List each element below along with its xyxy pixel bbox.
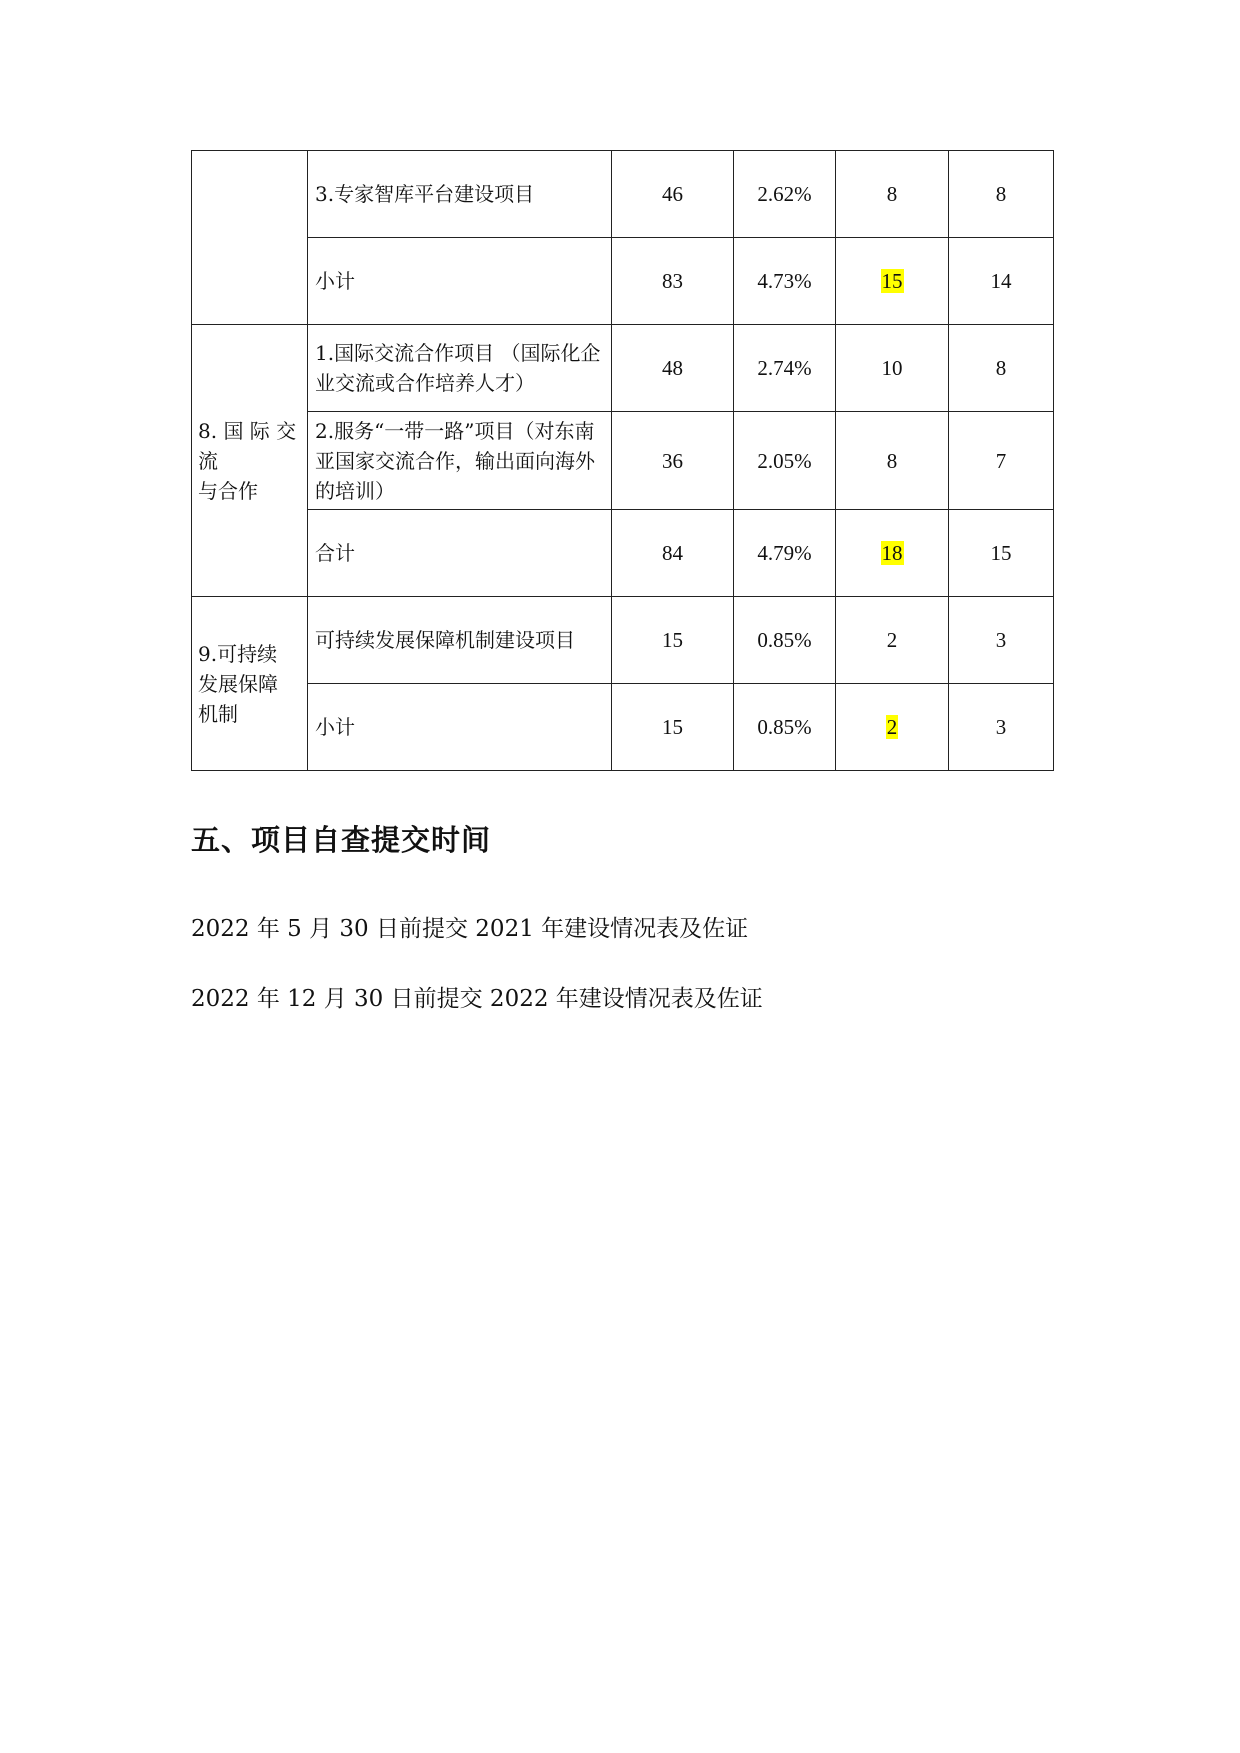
value-cell: 8	[949, 325, 1054, 412]
statistics-table	[191, 150, 1054, 771]
category-cell	[192, 597, 308, 771]
table-row	[192, 238, 1054, 325]
category-cell	[192, 325, 308, 597]
count-cell: 46	[612, 151, 734, 238]
value-cell: 8	[836, 151, 949, 238]
percent-cell: 4.73%	[734, 238, 836, 325]
count-cell: 36	[612, 412, 734, 510]
value-cell: 2	[836, 597, 949, 684]
section-heading: 五、项目自查提交时间	[191, 823, 492, 857]
count-cell: 84	[612, 510, 734, 597]
value-cell: 3	[949, 597, 1054, 684]
value-cell: 7	[949, 412, 1054, 510]
value-cell: 8	[949, 151, 1054, 238]
table-row	[192, 684, 1054, 771]
item-name-cell: 2.服务“一带一路”项目（对东南亚国家交流合作，输出面向海外的培训）	[308, 412, 612, 510]
table-row	[192, 325, 1054, 412]
percent-cell: 2.74%	[734, 325, 836, 412]
item-name-cell: 可持续发展保障机制建设项目	[308, 597, 612, 684]
value-cell-highlighted	[836, 238, 949, 325]
value-cell: 10	[836, 325, 949, 412]
value-cell: 15	[949, 510, 1054, 597]
percent-cell: 2.05%	[734, 412, 836, 510]
item-name-cell: 小计	[308, 238, 612, 325]
item-name-cell: 1.国际交流合作项目 （国际化企业交流或合作培养人才）	[308, 325, 612, 412]
table-row	[192, 151, 1054, 238]
category-label-line: 8. 国 际 交 流	[198, 418, 297, 473]
table-row	[192, 412, 1054, 510]
percent-cell: 4.79%	[734, 510, 836, 597]
highlight-mark: 18	[881, 541, 903, 565]
value-cell: 14	[949, 238, 1054, 325]
count-cell: 15	[612, 597, 734, 684]
percent-cell: 0.85%	[734, 684, 836, 771]
count-cell: 83	[612, 238, 734, 325]
paragraph: 2022 年 12 月 30 日前提交 2022 年建设情况表及佐证	[191, 986, 763, 1012]
paragraph: 2022 年 5 月 30 日前提交 2021 年建设情况表及佐证	[191, 916, 749, 942]
value-cell: 3	[949, 684, 1054, 771]
item-name-cell: 小计	[308, 684, 612, 771]
item-name-cell: 3.专家智库平台建设项目	[308, 151, 612, 238]
value-cell: 8	[836, 412, 949, 510]
value-cell-highlighted	[836, 684, 949, 771]
value-cell-highlighted	[836, 510, 949, 597]
percent-cell: 2.62%	[734, 151, 836, 238]
highlight-mark: 2	[886, 715, 898, 739]
highlight-mark: 15	[881, 269, 903, 293]
count-cell: 48	[612, 325, 734, 412]
item-name-cell: 合计	[308, 510, 612, 597]
count-cell: 15	[612, 684, 734, 771]
category-cell-continued	[192, 151, 308, 325]
table-row	[192, 510, 1054, 597]
percent-cell: 0.85%	[734, 597, 836, 684]
category-label-line: 与合作	[198, 478, 258, 503]
category-label: 9.可持续发展保障机制	[198, 641, 278, 726]
table-row	[192, 597, 1054, 684]
